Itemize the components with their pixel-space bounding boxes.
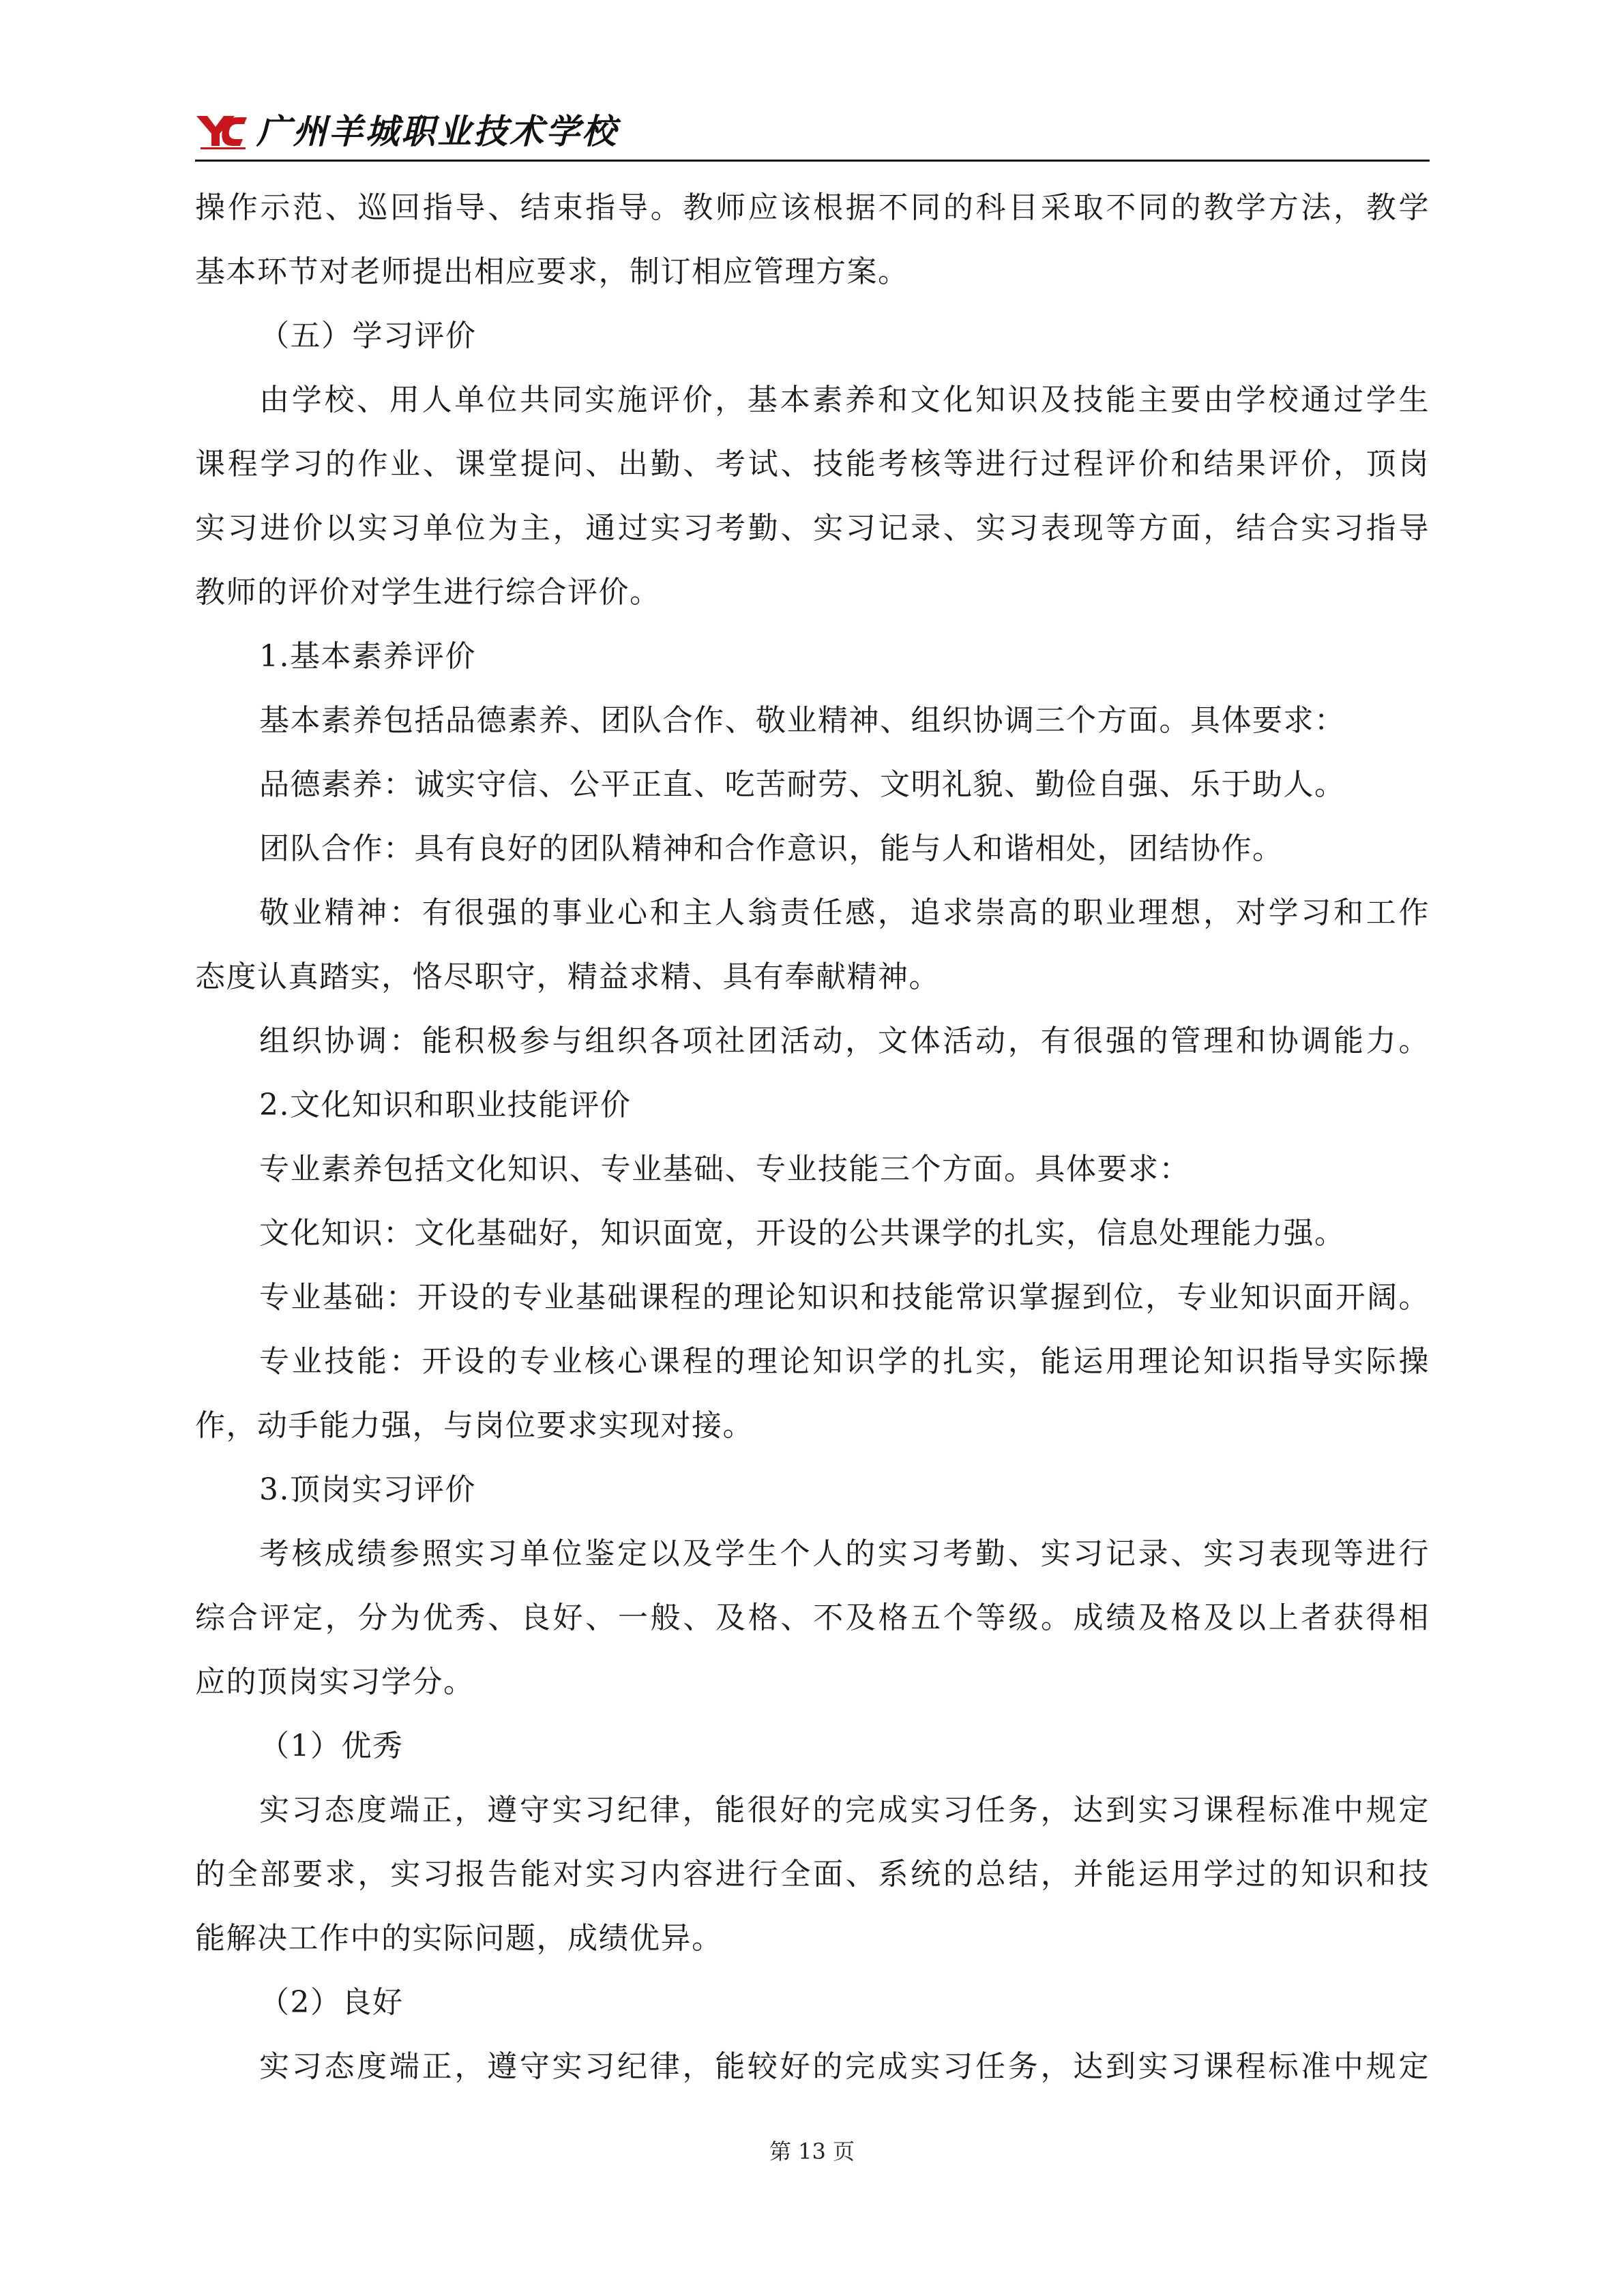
text-line: 操作示范、巡回指导、结束指导。教师应该根据不同的科目采取不同的教学方法，教学 bbox=[195, 190, 1430, 225]
page-number: 第 13 页 bbox=[769, 2138, 855, 2164]
text-line: 课程学习的作业、课堂提问、出勤、考试、技能考核等进行过程评价和结果评价，顶岗 bbox=[195, 447, 1430, 481]
text-line: （五）学习评价 bbox=[259, 318, 477, 353]
text-line: 专业素养包括文化知识、专业基础、专业技能三个方面。具体要求： bbox=[259, 1152, 1190, 1187]
text-line: 组织协调：能积极参与组织各项社团活动，文体活动，有很强的管理和协调能力。 bbox=[259, 1024, 1430, 1058]
text-line: 能解决工作中的实际问题，成绩优异。 bbox=[195, 1921, 723, 1956]
text-line: 应的顶岗实习学分。 bbox=[195, 1665, 475, 1699]
text-line: 实习态度端正，遵守实习纪律，能很好的完成实习任务，达到实习课程标准中规定 bbox=[259, 1793, 1430, 1828]
document-body bbox=[195, 176, 1430, 2099]
text-line: 实习态度端正，遵守实习纪律，能较好的完成实习任务，达到实习课程标准中规定 bbox=[259, 2049, 1430, 2084]
text-line: 态度认真踏实，恪尽职守，精益求精、具有奉献精神。 bbox=[195, 959, 940, 994]
text-line: （1）优秀 bbox=[259, 1729, 404, 1763]
text-line: 由学校、用人单位共同实施评价，基本素养和文化知识及技能主要由学校通过学生 bbox=[259, 383, 1430, 417]
header-divider bbox=[195, 160, 1430, 162]
text-line: 品德素养：诚实守信、公平正直、吃苦耐劳、文明礼貌、勤俭自强、乐于助人。 bbox=[259, 767, 1346, 802]
text-line: 基本素养包括品德素养、团队合作、敬业精神、组织协调三个方面。具体要求： bbox=[259, 703, 1346, 738]
text-line: 专业技能：开设的专业核心课程的理论知识学的扎实，能运用理论知识指导实际操 bbox=[259, 1344, 1430, 1379]
text-line: 作，动手能力强，与岗位要求实现对接。 bbox=[195, 1408, 754, 1443]
text-line: （2）良好 bbox=[259, 1985, 404, 2020]
text-line: 1.基本素养评价 bbox=[259, 639, 476, 674]
text-line: 团队合作：具有良好的团队精神和合作意识，能与人和谐相处，团结协作。 bbox=[259, 831, 1284, 866]
text-line: 实习进价以实习单位为主，通过实习考勤、实习记录、实习表现等方面，结合实习指导 bbox=[195, 511, 1430, 546]
text-line: 综合评定，分为优秀、良好、一般、及格、不及格五个等级。成绩及格及以上者获得相 bbox=[195, 1600, 1430, 1635]
text-line: 2.文化知识和职业技能评价 bbox=[259, 1088, 632, 1122]
text-line: 专业基础：开设的专业基础课程的理论知识和技能常识掌握到位，专业知识面开阔。 bbox=[259, 1280, 1430, 1315]
text-line: 文化知识：文化基础好，知识面宽，开设的公共课学的扎实，信息处理能力强。 bbox=[259, 1216, 1346, 1251]
page-header bbox=[195, 108, 1430, 162]
text-line: 敬业精神：有很强的事业心和主人翁责任感，追求崇高的职业理想，对学习和工作 bbox=[259, 895, 1430, 930]
text-line: 考核成绩参照实习单位鉴定以及学生个人的实习考勤、实习记录、实习表现等进行 bbox=[259, 1536, 1430, 1571]
text-line: 教师的评价对学生进行综合评价。 bbox=[195, 575, 661, 610]
text-line: 3.顶岗实习评价 bbox=[259, 1472, 476, 1507]
school-logo-icon bbox=[195, 112, 248, 150]
school-name: 广州羊城职业技术学校 bbox=[256, 112, 618, 151]
text-line: 基本环节对老师提出相应要求，制订相应管理方案。 bbox=[195, 254, 909, 289]
text-line: 的全部要求，实习报告能对实习内容进行全面、系统的总结，并能运用学过的知识和技 bbox=[195, 1857, 1430, 1892]
